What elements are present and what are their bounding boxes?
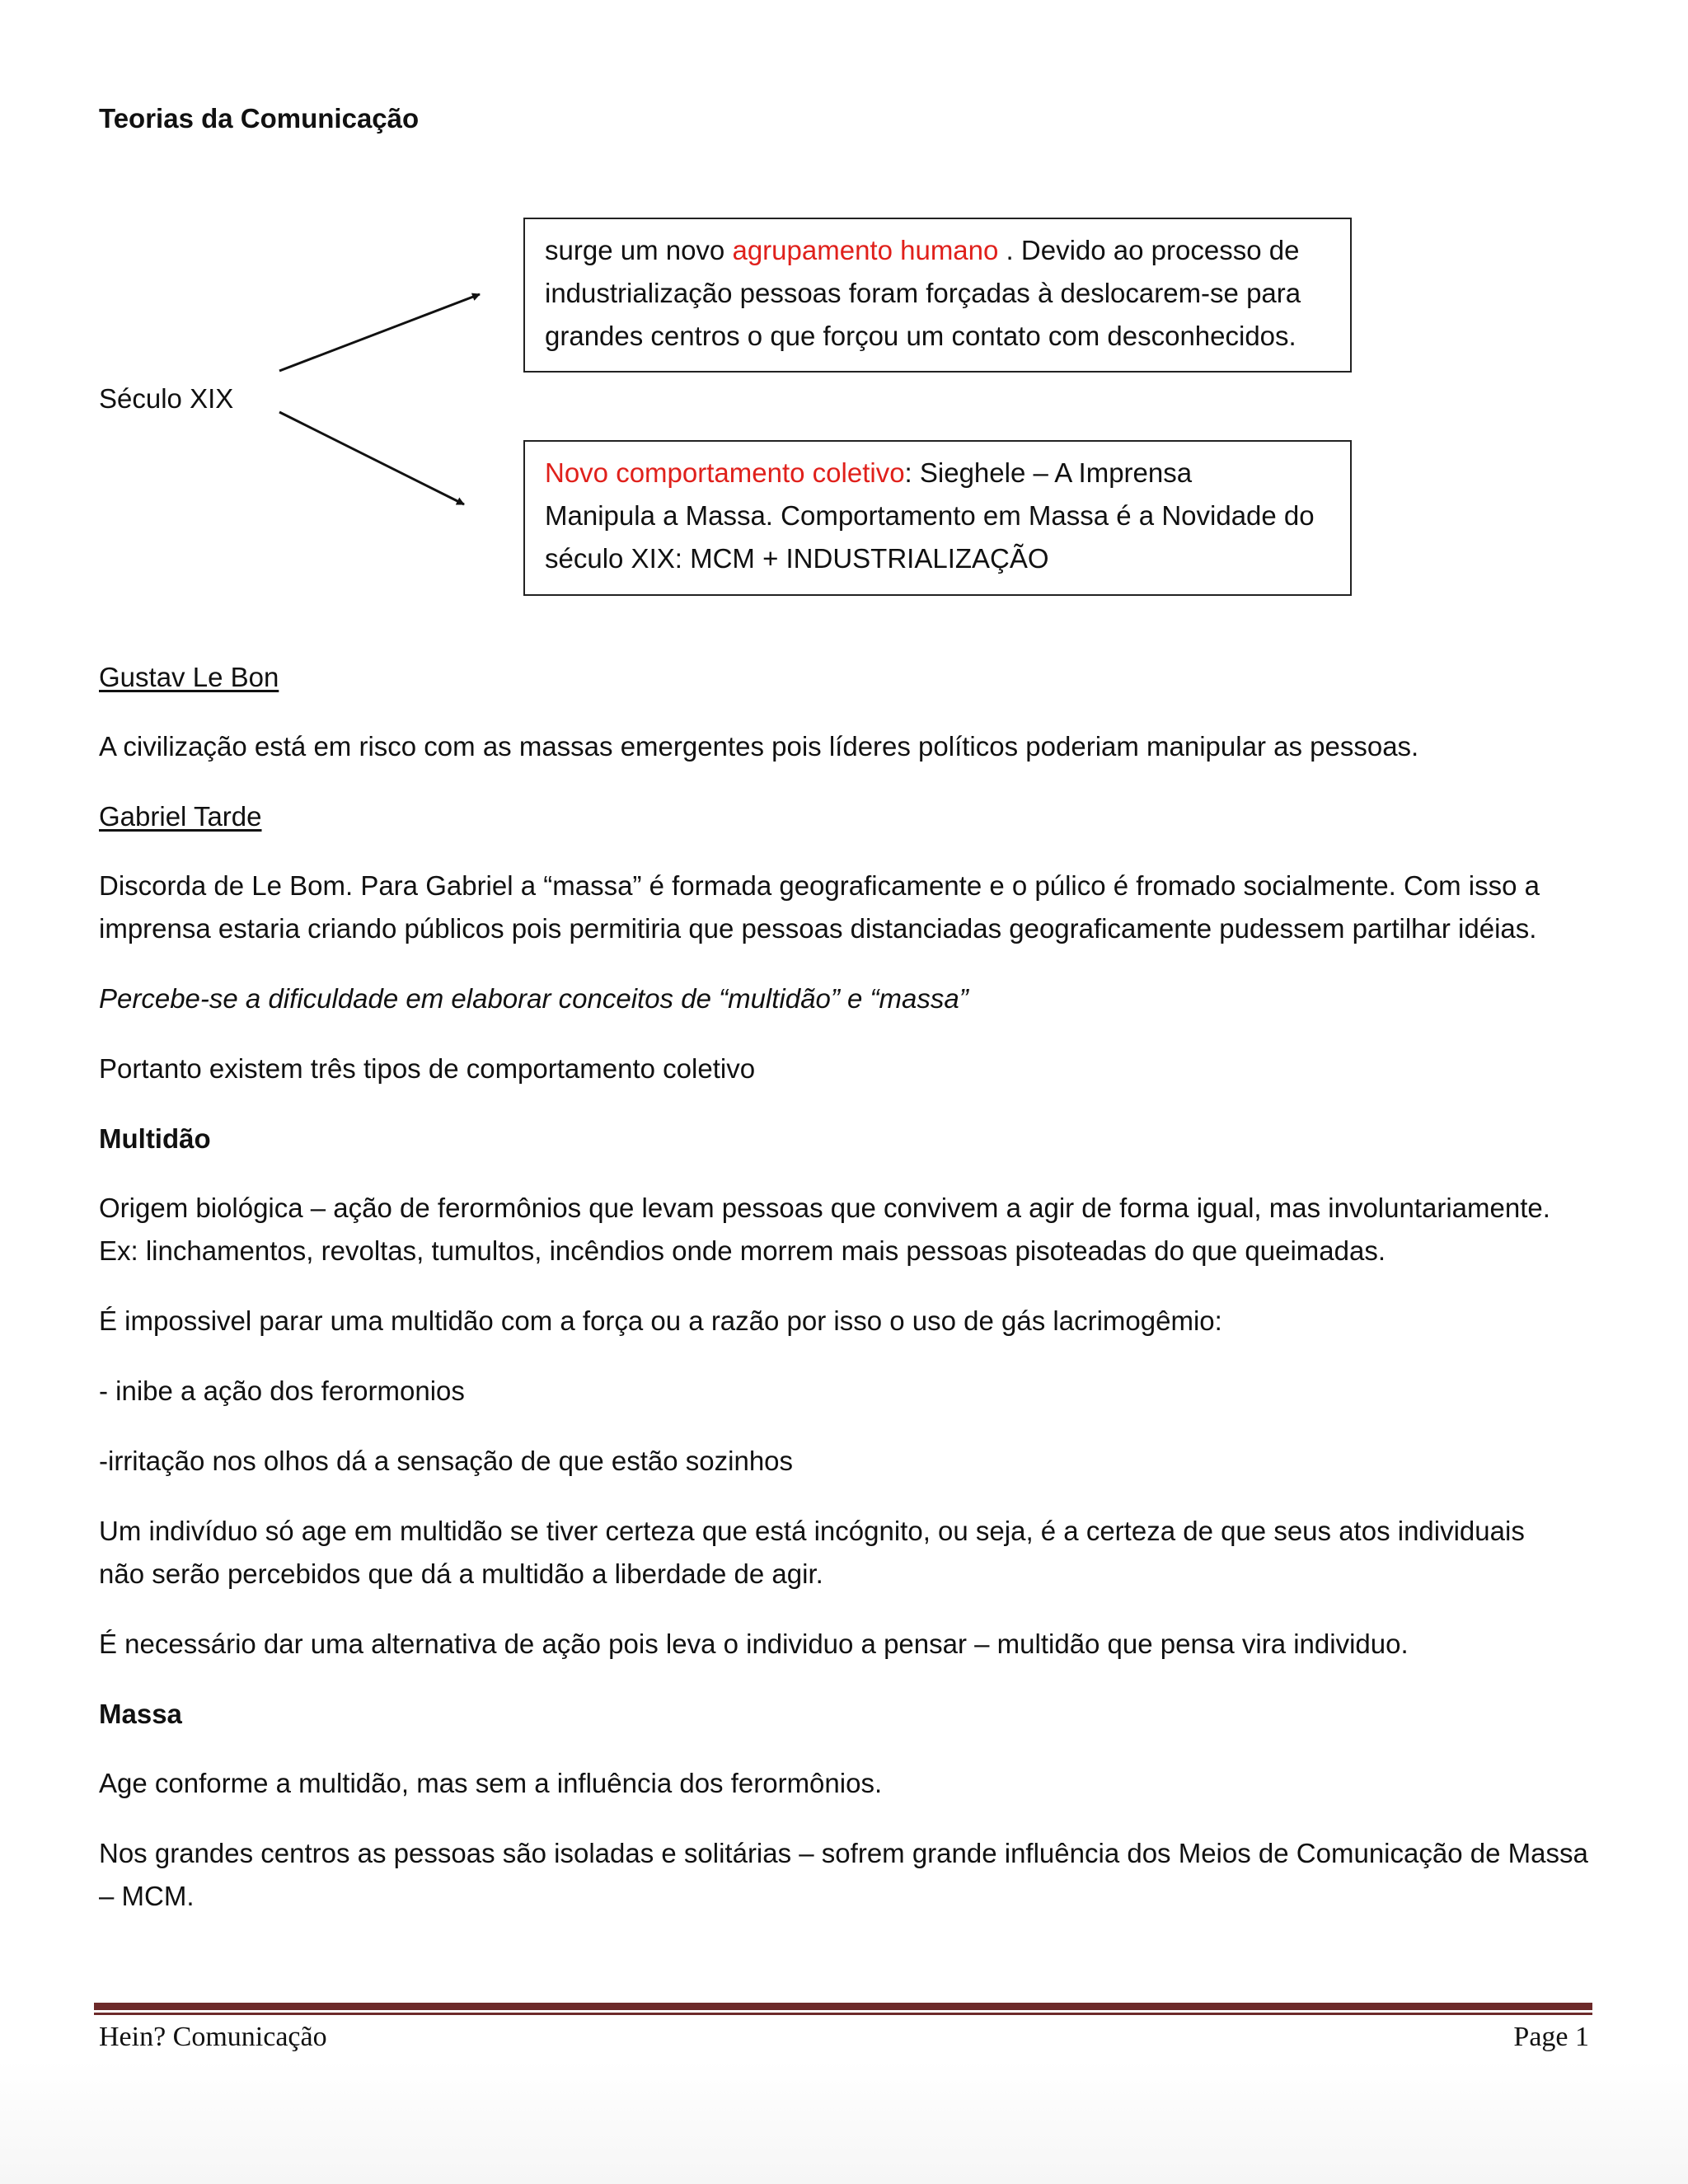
arrow-to-top-box [279, 294, 480, 371]
diagram-box-bottom [523, 440, 1352, 596]
box-bottom-highlight: Novo comportamento coletivo [545, 457, 905, 488]
massa-heading: Massa [99, 1699, 182, 1729]
box-bottom-line-1 [545, 452, 1330, 494]
footer-left-text: Hein? Comunicação [99, 2022, 327, 2052]
alternative-paragraph: É necessário dar uma alternativa de ação pois leva o individuo a pensar – multidão que pensa vira individuo. [99, 1629, 1409, 1659]
multidao-paragraph-line-2: Ex: linchamentos, revoltas, tumultos, incêndios onde morrem mais pessoas pisoteadas do que queimadas. [99, 1235, 1386, 1266]
box-bottom-line-2: Manipula a Massa. Comportamento em Massa é a Novidade do [545, 500, 1315, 531]
types-intro: Portanto existem três tipos de comportamento coletivo [99, 1053, 756, 1084]
footer-rule-thin [94, 2013, 1592, 2015]
box-bottom-text-post: : Sieghele – A Imprensa [904, 457, 1193, 488]
box-top-line-2: industrialização pessoas foram forçadas à deslocarem-se para [545, 278, 1301, 308]
box-top-line-3: grandes centros o que forçou um contato com desconhecidos. [545, 321, 1296, 351]
incognito-paragraph-line-1: Um indivíduo só age em multidão se tiver certeza que está incógnito, ou seja, é a certeza de que seus atos individuais [99, 1516, 1525, 1546]
bullet-item-1: - inibe a ação dos ferormonios [99, 1376, 465, 1406]
massa-paragraph: Age conforme a multidão, mas sem a influência dos ferormônios. [99, 1768, 883, 1798]
incognito-paragraph-line-2: não serão percebidos que dá a multidão a liberdade de agir. [99, 1558, 823, 1589]
box-top-text-pre: surge um novo [545, 235, 733, 265]
footer-page-number: Page 1 [1513, 2022, 1589, 2052]
document-title: Teorias da Comunicação [99, 103, 420, 134]
impossible-paragraph: É impossivel parar uma multidão com a força ou a razão por isso o uso de gás lacrimogêmio: [99, 1305, 1222, 1336]
box-bottom-line-3: século XIX: MCM + INDUSTRIALIZAÇÃO [545, 543, 1049, 574]
footer-rule-thick [94, 2003, 1592, 2010]
footer-band [0, 2060, 1688, 2184]
box-top-text-post: . Devido ao processo de [998, 235, 1300, 265]
centers-paragraph-line-1: Nos grandes centros as pessoas são isoladas e solitárias – sofrem grande influência dos Meios de Comunicação de Massa [99, 1838, 1588, 1868]
diagram-box-top [523, 218, 1352, 373]
box-top-highlight: agrupamento humano [732, 235, 999, 265]
centers-paragraph-line-2: – MCM. [99, 1881, 195, 1911]
le-bon-heading: Gustav Le Bon [99, 662, 279, 692]
tarde-heading: Gabriel Tarde [99, 801, 262, 832]
multidao-paragraph-line-1: Origem biológica – ação de ferormônios que levam pessoas que convivem a agir de forma igual, mas involuntariamente. [99, 1193, 1550, 1223]
difficulty-note: Percebe-se a dificuldade em elaborar conceitos de “multidão” e “massa” [99, 983, 968, 1014]
box-top-line-1 [545, 229, 1330, 272]
tarde-paragraph-line-1: Discorda de Le Bom. Para Gabriel a “massa” é formada geograficamente e o púlico é fromado socialmente. Com isso a [99, 870, 1540, 901]
bullet-item-2: -irritação nos olhos dá a sensação de que estão sozinhos [99, 1446, 794, 1476]
arrow-to-bottom-box [279, 412, 464, 504]
multidao-heading: Multidão [99, 1123, 211, 1154]
le-bon-paragraph: A civilização está em risco com as massas emergentes pois líderes políticos poderiam manipular as pessoas. [99, 731, 1419, 762]
diagram-root-label: Século XIX [99, 383, 234, 414]
tarde-paragraph-line-2: imprensa estaria criando públicos pois permitiria que pessoas distanciadas geograficamente pudessem partilhar idéias. [99, 913, 1537, 944]
